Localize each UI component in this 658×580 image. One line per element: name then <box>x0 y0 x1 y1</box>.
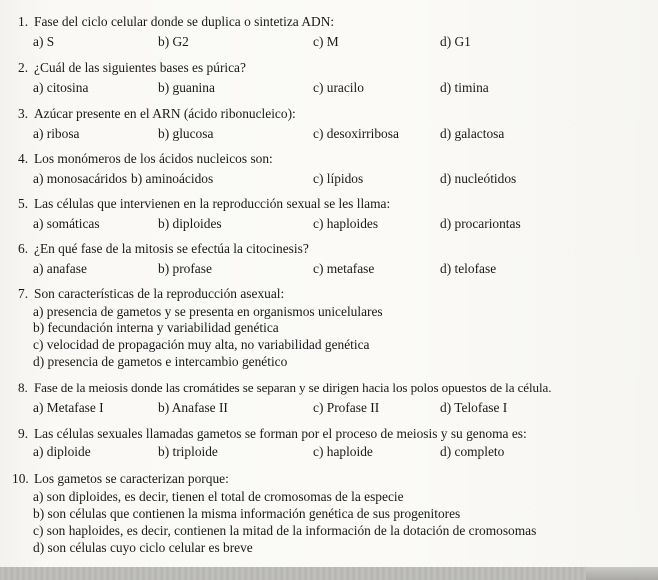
option-b: b) profase <box>158 261 212 276</box>
option-b: b) triploide <box>158 444 218 459</box>
option-d: d) Telofase I <box>440 400 508 415</box>
option-b: b) Anafase II <box>158 400 228 415</box>
option-c: c) lípidos <box>313 171 364 186</box>
question-number: 2. <box>18 60 29 75</box>
question-stem <box>18 241 309 257</box>
page-bottom-shadow <box>0 567 586 580</box>
question-stem <box>18 14 334 30</box>
option-c: c) haploides <box>313 216 379 231</box>
option-d: d) timina <box>440 80 489 95</box>
option-a: a) citosina <box>33 80 89 95</box>
question-number: 10. <box>12 471 29 486</box>
option-c: c) Profase II <box>313 400 380 415</box>
question-text: Los gametos se caracterizan porque: <box>34 471 229 486</box>
question-text: Azúcar presente en el ARN (ácido ribonucleico): <box>34 106 296 121</box>
question-stem <box>18 286 284 302</box>
option-c: c) uracilo <box>313 80 364 95</box>
option-d: d) galactosa <box>440 126 505 141</box>
option-a: a) presencia de gametos y se presenta en organismos unicelulares <box>33 304 383 319</box>
option-c: c) M <box>313 34 339 49</box>
option-d: d) presencia de gametos e intercambio genético <box>33 354 288 369</box>
option-b: b) diploides <box>158 216 222 231</box>
question-text: Las células que intervienen en la reproducción sexual se les llama: <box>34 196 391 211</box>
question-stem <box>18 106 296 122</box>
question-number: 6. <box>18 241 29 256</box>
question-text: ¿En qué fase de la mitosis se efectúa la citocinesis? <box>34 241 309 256</box>
option-a: a) Metafase I <box>33 400 104 415</box>
option-a: a) ribosa <box>33 126 80 141</box>
option-a: a) monosacáridos <box>33 171 128 186</box>
option-a: a) diploide <box>33 444 91 459</box>
question-text: Fase de la meiosis donde las cromátides se separan y se dirigen hacia los polos opuestos de la célula. <box>34 380 552 395</box>
question-number: 7. <box>18 286 29 301</box>
option-c: c) desoxirribosa <box>313 126 399 141</box>
question-stem <box>18 60 246 76</box>
question-number: 5. <box>18 196 29 211</box>
option-b: b) guanina <box>158 80 215 95</box>
option-d: d) completo <box>440 444 505 459</box>
option-d: d) telofase <box>440 261 497 276</box>
question-stem <box>18 151 273 167</box>
question-text: Fase del ciclo celular donde se duplica o sintetiza ADN: <box>34 14 335 29</box>
question-stem <box>18 380 551 396</box>
question-number: 8. <box>18 380 28 395</box>
option-b: b) G2 <box>158 34 189 49</box>
option-c: c) metafase <box>313 261 375 276</box>
option-a: a) anafase <box>33 261 87 276</box>
option-d: d) G1 <box>440 34 471 49</box>
option-c: c) son haploides, es decir, contienen la mitad de la información de la dotación de cromosomas <box>33 523 537 538</box>
question-text: Los monómeros de los ácidos nucleicos son: <box>34 151 273 166</box>
option-b: b) son células que contienen la misma información genética de sus progenitores <box>33 506 461 521</box>
question-stem <box>18 426 527 442</box>
question-text: Las células sexuales llamadas gametos se forman por el proceso de meiosis y su genoma es: <box>34 426 527 441</box>
question-text: Son características de la reproducción asexual: <box>34 286 285 301</box>
option-a: a) S <box>33 34 55 49</box>
option-d: d) son células cuyo ciclo celular es breve <box>33 540 253 555</box>
option-b: b) aminoácidos <box>131 171 214 186</box>
question-number: 3. <box>18 106 29 121</box>
option-b: b) glucosa <box>158 126 214 141</box>
option-b: b) fecundación interna y variabilidad genética <box>33 320 279 335</box>
option-a: a) son diploides, es decir, tienen el total de cromosomas de la especie <box>33 489 404 504</box>
question-stem <box>18 196 390 212</box>
option-a: a) somáticas <box>33 216 100 231</box>
question-number: 4. <box>18 151 29 166</box>
question-number: 1. <box>18 14 29 29</box>
option-c: c) velocidad de propagación muy alta, no variabilidad genética <box>33 337 370 352</box>
question-text: ¿Cuál de las siguientes bases es púrica? <box>34 60 246 75</box>
option-d: d) nucleótidos <box>440 171 517 186</box>
question-stem <box>12 471 229 487</box>
option-c: c) haploide <box>313 444 373 459</box>
option-d: d) procariontas <box>440 216 521 231</box>
question-number: 9. <box>18 426 29 441</box>
